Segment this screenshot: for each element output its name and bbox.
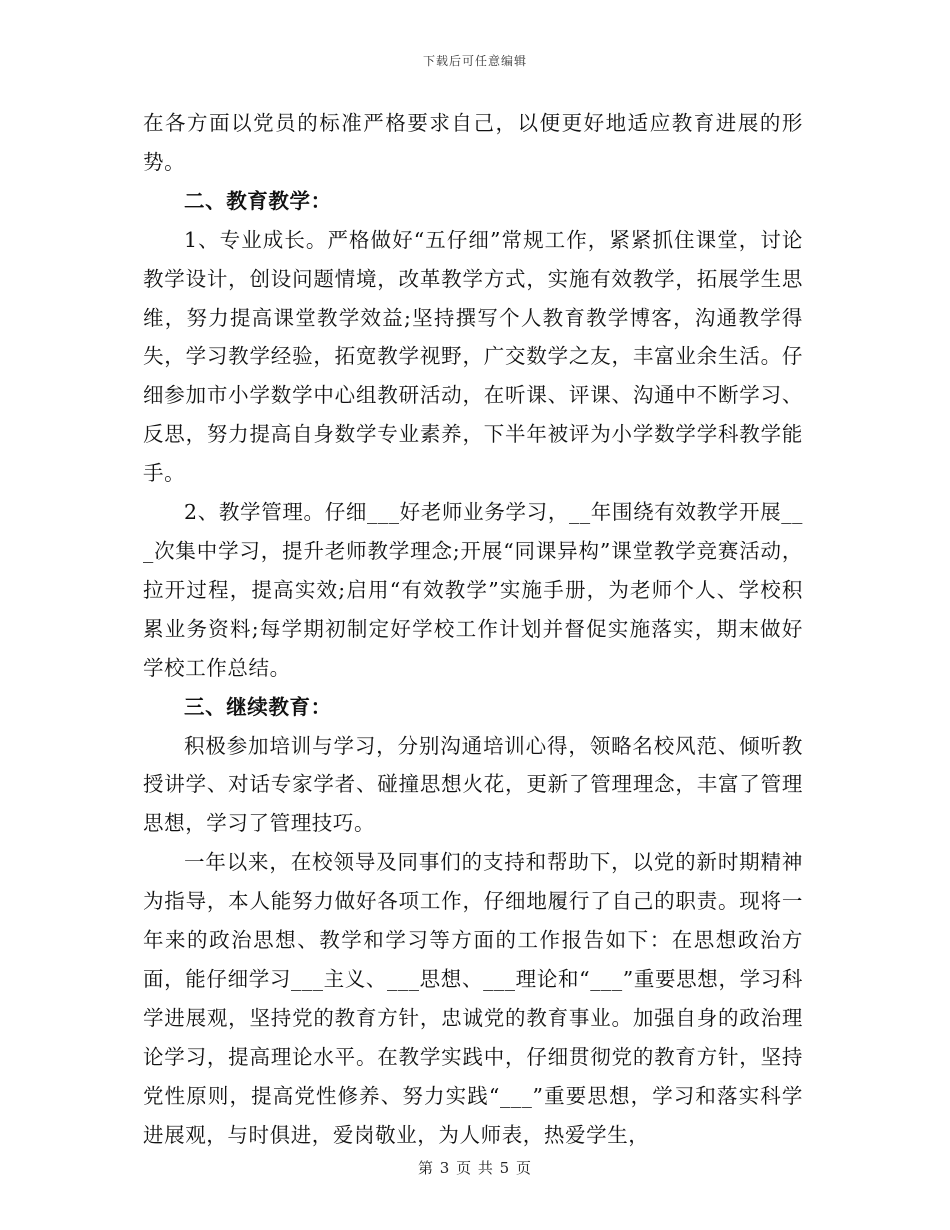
- page-header: 下载后可任意编辑: [422, 54, 527, 68]
- section-heading-continuing-education: 三、继续教育：: [184, 694, 332, 719]
- paragraph-professional-growth: 1、专业成长。严格做好“五仔细”常规工作，紧紧抓住课堂，讨论教学设计，创设问题情境，改革教学方式，实施有效教学，拓展学生思维，努力提高课堂教学效益;坚持撰写个人教育教学博客，沟通教学得失，学习教学经验，拓宽教学视野，广交数学之友，丰富业余生活。仔细参加市小学数学中心组教研活动，在听课、评课、沟通中不断学习、反思，努力提高自身数学专业素养，下半年被评为小学数学学科教学能手。: [143, 227, 803, 486]
- paragraph-continuation: 在各方面以党员的标准严格要求自己，以便更好地适应教育进展的形势。: [143, 111, 803, 174]
- paragraph-teaching-management: 2、教学管理。仔细___好老师业务学习，__年围绕有效教学开展___次集中学习，提升老师教学理念;开展“同课异构”课堂教学竞赛活动，拉开过程，提高实效;启用“有效教学”实施手册，为老师个人、学校积累业务资料;每学期初制定好学校工作计划并督促实施落实，期末做好学校工作总结。: [143, 500, 803, 680]
- section-heading-teaching: 二、教育教学：: [184, 188, 332, 213]
- paragraph-training: 积极参加培训与学习，分别沟通培训心得，领略名校风范、倾听教授讲学、对话专家学者、碰撞思想火花，更新了管理理念，丰富了管理思想，学习了管理技巧。: [143, 733, 803, 836]
- document-body: [143, 104, 803, 1154]
- page-footer: 第 3 页 共 5 页: [418, 1159, 532, 1177]
- paragraph-annual-summary: 一年以来，在校领导及同事们的支持和帮助下，以党的新时期精神为指导，本人能努力做好各项工作，仔细地履行了自己的职责。现将一年来的政治思想、教学和学习等方面的工作报告如下：在思想政治方面，能仔细学习___主义、___思想、___理论和“___”重要思想，学习科学进展观，坚持党的教育方针，忠诚党的教育事业。加强自身的政治理论学习，提高理论水平。在教学实践中，仔细贯彻党的教育方针，坚持党性原则，提高党性修养、努力实践“___”重要思想，学习和落实科学进展观，与时俱进，爱岗敬业，为人师表，热爱学生，: [143, 850, 803, 1147]
